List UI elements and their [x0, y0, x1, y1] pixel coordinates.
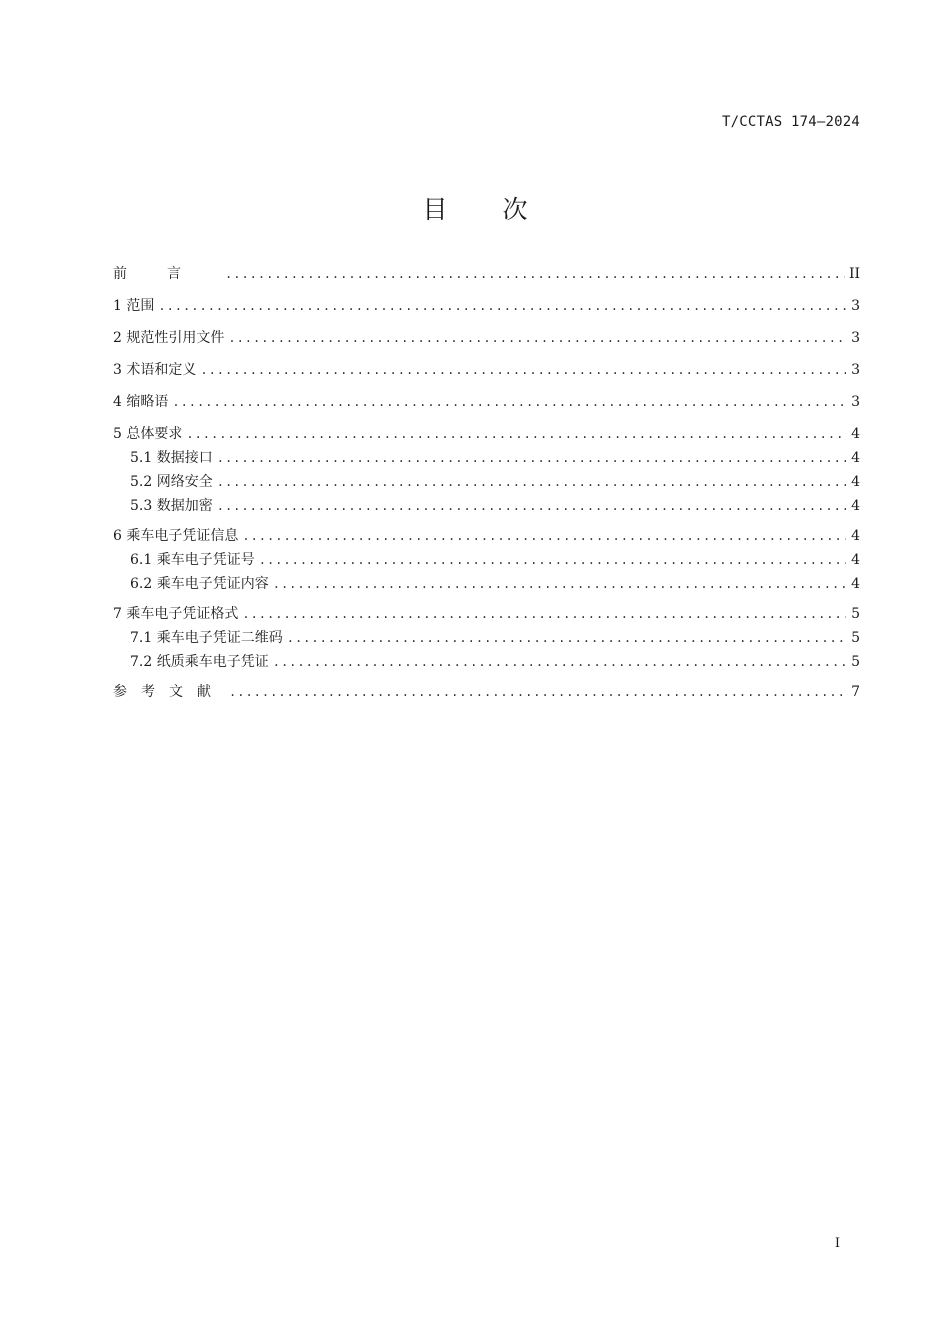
dot-leader: [217, 446, 846, 470]
dot-leader: [242, 524, 846, 548]
dot-leader: [186, 422, 846, 446]
toc-entry-page: 3: [851, 394, 860, 410]
dot-leader: [242, 602, 846, 626]
toc-entry-page: 4: [851, 528, 860, 544]
toc-entry-network-security[interactable]: [113, 470, 860, 494]
toc-entry-label: 2 规范性引用文件: [113, 330, 225, 346]
toc-entry-label: 6.1 乘车电子凭证号: [130, 552, 255, 568]
toc-entry-page: 5: [851, 654, 860, 670]
dot-leader: [273, 650, 846, 674]
toc-entry-data-interface[interactable]: [113, 446, 860, 470]
toc-entry-label: 7 乘车电子凭证格式: [113, 606, 239, 622]
dot-leader: [225, 262, 845, 286]
page-number: I: [834, 1236, 840, 1251]
toc-entry-ticket-qr-code[interactable]: [113, 626, 860, 650]
dot-leader: [217, 494, 846, 518]
toc-entry-page: 4: [851, 552, 860, 568]
dot-leader: [200, 358, 846, 382]
toc-entry-page: 4: [851, 450, 860, 466]
dot-leader: [273, 572, 846, 596]
toc-entry-page: 5: [851, 606, 860, 622]
toc-entry-page: 3: [851, 298, 860, 314]
toc-entry-label: 7.2 纸质乘车电子凭证: [130, 654, 269, 670]
toc-entry-label: 7.1 乘车电子凭证二维码: [130, 630, 283, 646]
toc-entry-page: 4: [851, 426, 860, 442]
toc-entry-label: 1 范围: [113, 298, 155, 314]
toc-entry-abbreviations[interactable]: [113, 390, 860, 414]
toc-entry-label: 3 术语和定义: [113, 362, 197, 378]
toc-entry-normative-references[interactable]: [113, 326, 860, 350]
toc-entry-page: 7: [851, 684, 860, 700]
toc-entry-ticket-information[interactable]: [113, 524, 860, 548]
toc-entry-page: 3: [851, 362, 860, 378]
dot-leader: [229, 680, 846, 704]
toc-entry-paper-ticket[interactable]: [113, 650, 860, 674]
toc-entry-bibliography[interactable]: [113, 680, 860, 704]
toc-entry-label: 参考文献: [113, 684, 225, 700]
toc-entry-ticket-content[interactable]: [113, 572, 860, 596]
toc-entry-ticket-format[interactable]: [113, 602, 860, 626]
page-title: 目次: [422, 195, 583, 224]
toc-entry-label: 5.2 网络安全: [130, 474, 213, 490]
dot-leader: [172, 390, 846, 414]
toc-entry-terms-definitions[interactable]: [113, 358, 860, 382]
document-code: T/CCTAS 174—2024: [721, 114, 860, 130]
dot-leader: [217, 470, 846, 494]
toc-entry-foreword[interactable]: [113, 262, 860, 286]
toc-entry-scope[interactable]: [113, 294, 860, 318]
toc-entry-label: 4 缩略语: [113, 394, 169, 410]
table-of-contents: [113, 262, 860, 704]
toc-entry-label: 5.3 数据加密: [130, 498, 213, 514]
toc-entry-page: 5: [851, 630, 860, 646]
dot-leader: [259, 548, 846, 572]
dot-leader: [287, 626, 846, 650]
toc-entry-label: 前言: [113, 266, 221, 282]
toc-entry-label: 6 乘车电子凭证信息: [113, 528, 239, 544]
toc-entry-label: 5 总体要求: [113, 426, 183, 442]
toc-entry-general-requirements[interactable]: [113, 422, 860, 446]
toc-entry-page: 4: [851, 498, 860, 514]
toc-entry-label: 6.2 乘车电子凭证内容: [130, 576, 269, 592]
toc-entry-page: II: [848, 266, 860, 282]
dot-leader: [158, 294, 846, 318]
toc-entry-data-encryption[interactable]: [113, 494, 860, 518]
toc-entry-page: 4: [851, 576, 860, 592]
toc-entry-page: 3: [851, 330, 860, 346]
toc-entry-ticket-number[interactable]: [113, 548, 860, 572]
dot-leader: [228, 326, 846, 350]
toc-entry-label: 5.1 数据接口: [130, 450, 213, 466]
toc-entry-page: 4: [851, 474, 860, 490]
